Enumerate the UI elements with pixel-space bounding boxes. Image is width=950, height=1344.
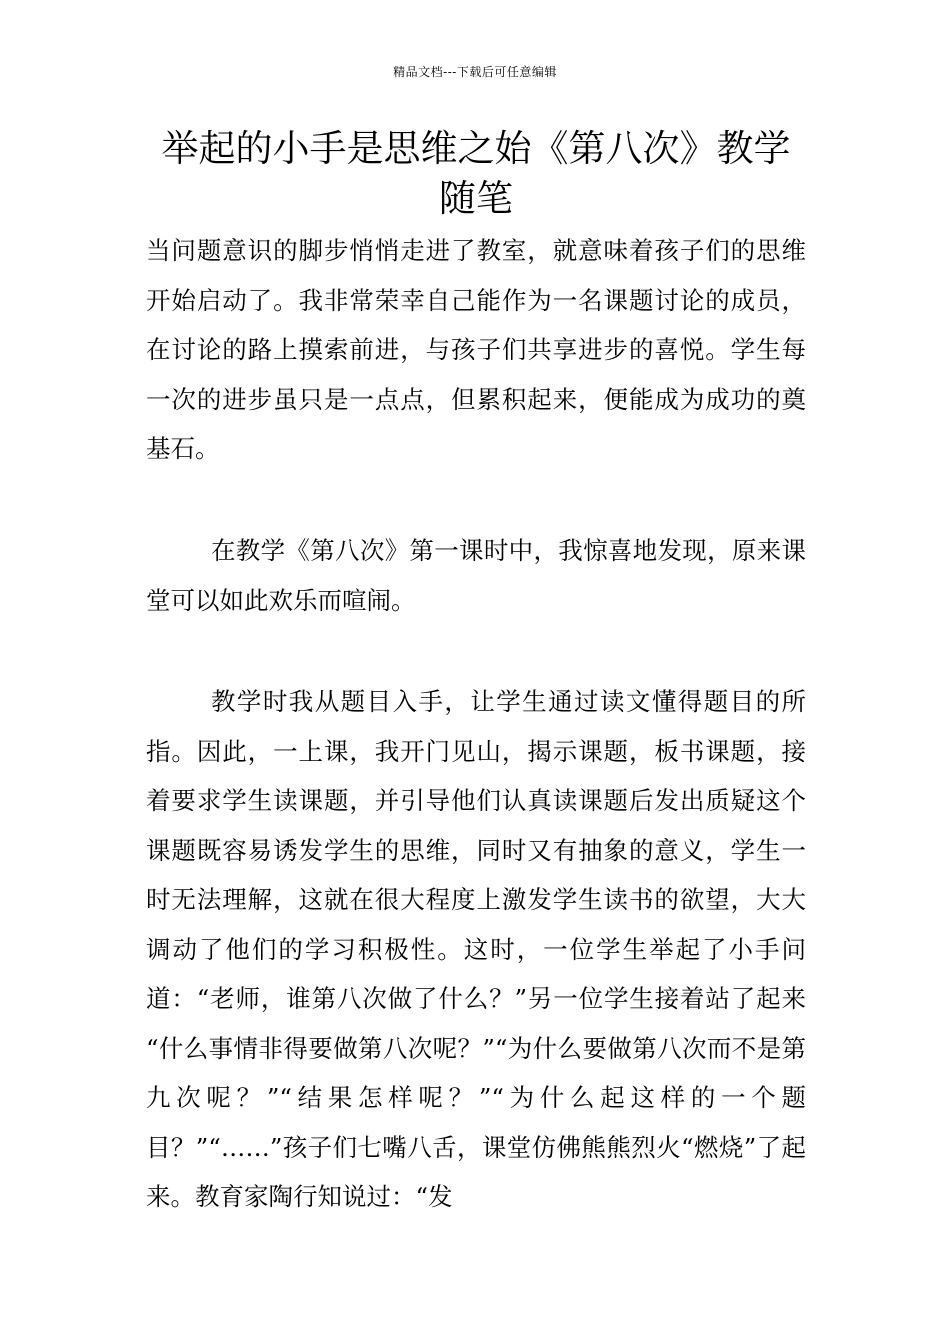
header-note: 精品文档---下载后可任意编辑 [393,65,557,79]
paragraph-teaching: 教学时我从题目入手，让学生通过读文懂得题目的所指。因此，一上课，我开门见山，揭示课题，板书课题，接着要求学生读课题，并引导他们认真读课题后发出质疑这个课题既容易诱发学生的思维，同时又有抽象的意义，学生一时无法理解，这就在很大程度上激发学生读书的欲望，大大调动了他们的学习积极性。这时，一位学生举起了小手问道：“老师，谁第八次做了什么？”另一位学生接着站了起来 “什么事情非得要做第八次呢？”“为什么要做第八次而不是第九次呢？”“结果怎样呢？”“为什么起这样的一个题目？”“……”孩子们七嘴八舌，课堂仿佛熊熊烈火“燃烧”了起来。教育家陶行知说过：“发 [146,687,806,1211]
document-title: 举起的小手是思维之始《第八次》教学随笔 [161,127,791,220]
paragraph-intro: 当问题意识的脚步悄悄走进了教室，就意味着孩子们的思维开始启动了。我非常荣幸自己能作为一名课题讨论的成员，在讨论的路上摸索前进，与孩子们共享进步的喜悦。学生每一次的进步虽只是一点点，但累积起来，便能成为成功的奠基石。 [146,236,806,463]
paragraph-discovery: 在教学《第八次》第一课时中，我惊喜地发现，原来课堂可以如此欢乐而喧闹。 [146,536,806,615]
